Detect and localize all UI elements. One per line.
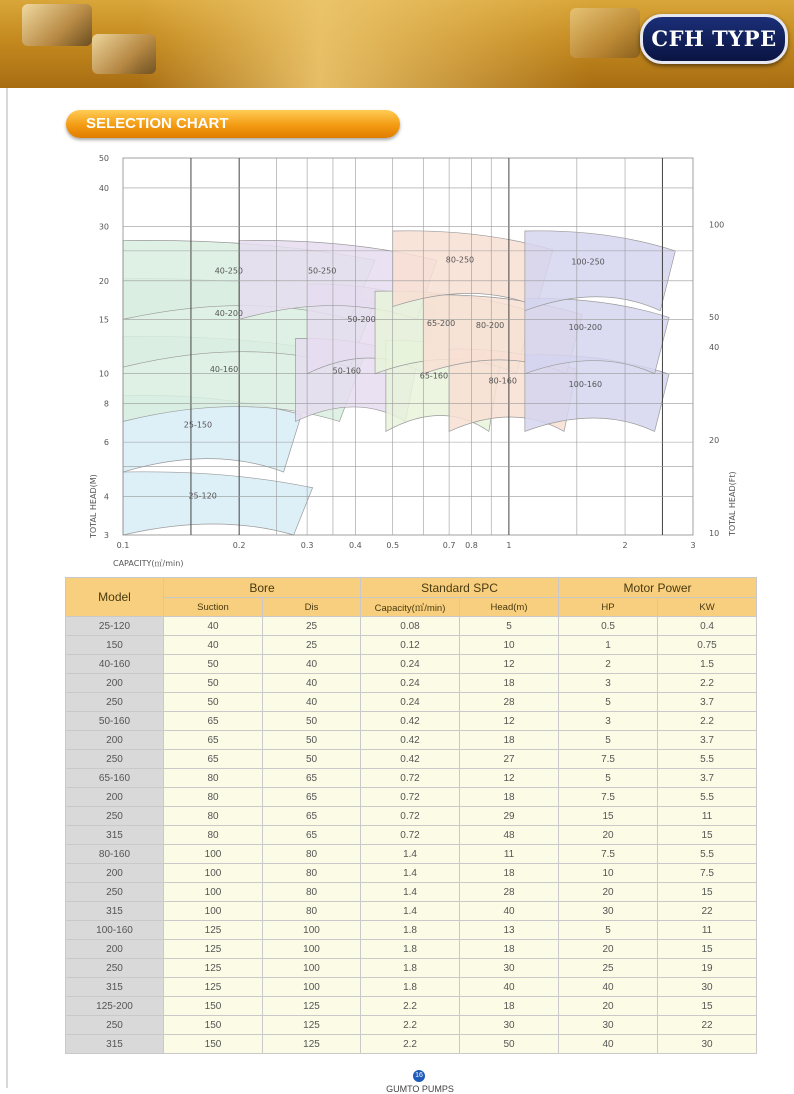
- table-row: [66, 655, 757, 674]
- cell-kw: 15: [658, 940, 757, 959]
- y-tick-label: 6: [103, 438, 109, 448]
- cell-hp: 10: [559, 864, 658, 883]
- table-row: [66, 636, 757, 655]
- cell-dis: 80: [263, 883, 361, 902]
- cell-head: 40: [460, 902, 559, 921]
- y2-tick-label: 10: [709, 528, 720, 538]
- x-axis-label: CAPACITY(㎥/min): [113, 559, 184, 568]
- cell-hp: 3: [559, 712, 658, 731]
- region-label: 40-200: [214, 308, 244, 318]
- y-tick-label: 20: [98, 276, 109, 286]
- table-row: [66, 731, 757, 750]
- cell-kw: 7.5: [658, 864, 757, 883]
- cell-suction: 40: [164, 617, 263, 636]
- table-row: [66, 959, 757, 978]
- cell-hp: 30: [559, 902, 658, 921]
- cell-capacity: 1.4: [361, 902, 460, 921]
- x-tick-label: 1: [506, 541, 512, 550]
- table-row: [66, 712, 757, 731]
- cell-dis: 125: [263, 1016, 361, 1035]
- cell-hp: 5: [559, 921, 658, 940]
- cell-capacity: 1.8: [361, 940, 460, 959]
- cell-capacity: 0.08: [361, 617, 460, 636]
- region-label: 100-250: [571, 257, 605, 267]
- cell-suction: 100: [164, 864, 263, 883]
- page-number-badge: 16: [413, 1070, 425, 1082]
- cell-kw: 15: [658, 883, 757, 902]
- cell-capacity: 2.2: [361, 997, 460, 1016]
- cell-model: 315: [66, 978, 164, 997]
- cell-hp: 40: [559, 978, 658, 997]
- cell-model: 200: [66, 864, 164, 883]
- table-row: [66, 788, 757, 807]
- cell-suction: 100: [164, 883, 263, 902]
- cell-dis: 80: [263, 864, 361, 883]
- cell-capacity: 0.72: [361, 807, 460, 826]
- cell-hp: 5: [559, 769, 658, 788]
- cell-kw: 0.75: [658, 636, 757, 655]
- header-model: Model: [66, 578, 164, 617]
- region-label: 25-150: [183, 420, 213, 430]
- x-tick-label: 0.1: [116, 541, 130, 550]
- region-label: 65-160: [419, 371, 449, 381]
- header-head: Head(m): [460, 598, 559, 617]
- cell-head: 27: [460, 750, 559, 769]
- cell-head: 28: [460, 693, 559, 712]
- cell-head: 11: [460, 845, 559, 864]
- cell-kw: 22: [658, 1016, 757, 1035]
- cell-model: 50-160: [66, 712, 164, 731]
- cell-capacity: 0.72: [361, 826, 460, 845]
- cell-model: 125-200: [66, 997, 164, 1016]
- table-row: [66, 1035, 757, 1054]
- table-row: [66, 1016, 757, 1035]
- region-25-120: [123, 472, 313, 535]
- cell-kw: 30: [658, 978, 757, 997]
- region-label: 100-160: [568, 380, 603, 390]
- cell-suction: 125: [164, 959, 263, 978]
- cell-kw: 3.7: [658, 769, 757, 788]
- cell-suction: 80: [164, 788, 263, 807]
- y2-tick-label: 50: [709, 313, 720, 323]
- cell-suction: 50: [164, 655, 263, 674]
- cell-hp: 2: [559, 655, 658, 674]
- x-tick-label: 0.7: [442, 541, 456, 550]
- table-row: [66, 807, 757, 826]
- cell-head: 29: [460, 807, 559, 826]
- region-label: 50-250: [307, 266, 337, 276]
- y-tick-label: 15: [98, 315, 109, 325]
- cell-head: 30: [460, 1016, 559, 1035]
- region-label: 100-200: [568, 323, 603, 333]
- cell-hp: 25: [559, 959, 658, 978]
- spec-table: [65, 577, 757, 1054]
- region-label: 80-250: [445, 255, 475, 265]
- cell-dis: 100: [263, 959, 361, 978]
- region-label: 50-200: [347, 314, 376, 324]
- cell-hp: 20: [559, 883, 658, 902]
- cell-kw: 19: [658, 959, 757, 978]
- cell-capacity: 0.42: [361, 712, 460, 731]
- cell-capacity: 0.42: [361, 750, 460, 769]
- cell-head: 50: [460, 1035, 559, 1054]
- cell-head: 12: [460, 769, 559, 788]
- cell-kw: 22: [658, 902, 757, 921]
- cell-hp: 30: [559, 1016, 658, 1035]
- cell-capacity: 2.2: [361, 1016, 460, 1035]
- cell-dis: 65: [263, 769, 361, 788]
- cell-suction: 100: [164, 902, 263, 921]
- cell-head: 40: [460, 978, 559, 997]
- cell-suction: 65: [164, 712, 263, 731]
- cell-capacity: 0.42: [361, 731, 460, 750]
- cell-dis: 40: [263, 693, 361, 712]
- cell-head: 12: [460, 712, 559, 731]
- x-tick-label: 2: [622, 541, 628, 550]
- cell-hp: 5: [559, 731, 658, 750]
- cell-suction: 125: [164, 940, 263, 959]
- header-bore: Bore: [164, 578, 361, 598]
- header-dis: Dis: [263, 598, 361, 617]
- cell-kw: 3.7: [658, 693, 757, 712]
- region-label: 25-120: [188, 491, 217, 501]
- cell-capacity: 1.8: [361, 921, 460, 940]
- header-capacity: Capacity(㎥/min): [361, 598, 460, 617]
- cell-dis: 80: [263, 845, 361, 864]
- x-tick-label: 0.8: [465, 541, 478, 550]
- y-tick-label: 3: [103, 531, 109, 540]
- type-badge: CFH TYPE: [640, 14, 788, 64]
- cell-head: 10: [460, 636, 559, 655]
- y-tick-label: 4: [103, 492, 109, 502]
- cell-kw: 5.5: [658, 845, 757, 864]
- cell-suction: 150: [164, 1016, 263, 1035]
- table-row: [66, 997, 757, 1016]
- footer-company: GUMTO PUMPS: [386, 1084, 454, 1094]
- header-motor-power: Motor Power: [559, 578, 757, 598]
- header-standard-spc: Standard SPC: [361, 578, 559, 598]
- cell-kw: 2.2: [658, 674, 757, 693]
- cell-hp: 20: [559, 940, 658, 959]
- cell-model: 80-160: [66, 845, 164, 864]
- cell-suction: 150: [164, 997, 263, 1016]
- cell-model: 250: [66, 750, 164, 769]
- cell-dis: 50: [263, 750, 361, 769]
- cell-head: 18: [460, 731, 559, 750]
- cell-model: 100-160: [66, 921, 164, 940]
- region-label: 50-160: [332, 366, 361, 376]
- cell-dis: 100: [263, 978, 361, 997]
- cell-dis: 40: [263, 674, 361, 693]
- table-row: [66, 883, 757, 902]
- cell-capacity: 0.72: [361, 788, 460, 807]
- cell-head: 13: [460, 921, 559, 940]
- cell-capacity: 1.4: [361, 883, 460, 902]
- cell-suction: 100: [164, 845, 263, 864]
- cell-model: 250: [66, 807, 164, 826]
- cell-capacity: 0.24: [361, 674, 460, 693]
- cell-suction: 40: [164, 636, 263, 655]
- cell-model: 315: [66, 1035, 164, 1054]
- cell-kw: 1.5: [658, 655, 757, 674]
- cell-hp: 20: [559, 826, 658, 845]
- y-axis-label: TOTAL HEAD(M): [89, 474, 98, 538]
- cell-dis: 125: [263, 997, 361, 1016]
- cell-dis: 65: [263, 807, 361, 826]
- cell-model: 200: [66, 788, 164, 807]
- cell-head: 18: [460, 864, 559, 883]
- cell-kw: 0.4: [658, 617, 757, 636]
- cell-head: 18: [460, 674, 559, 693]
- table-row: [66, 674, 757, 693]
- cell-hp: 7.5: [559, 750, 658, 769]
- cell-capacity: 0.24: [361, 693, 460, 712]
- cell-model: 250: [66, 693, 164, 712]
- cell-dis: 100: [263, 921, 361, 940]
- cell-kw: 15: [658, 826, 757, 845]
- cell-hp: 0.5: [559, 617, 658, 636]
- table-row: [66, 693, 757, 712]
- header-hp: HP: [559, 598, 658, 617]
- table-row: [66, 978, 757, 997]
- cell-head: 18: [460, 940, 559, 959]
- table-row: [66, 750, 757, 769]
- cell-capacity: 1.4: [361, 864, 460, 883]
- cell-suction: 50: [164, 693, 263, 712]
- cell-suction: 50: [164, 674, 263, 693]
- cell-suction: 125: [164, 978, 263, 997]
- cell-capacity: 2.2: [361, 1035, 460, 1054]
- cell-dis: 25: [263, 617, 361, 636]
- cell-kw: 15: [658, 997, 757, 1016]
- region-label: 80-200: [475, 320, 505, 330]
- region-label: 40-160: [209, 365, 239, 375]
- y-tick-label: 40: [98, 183, 109, 193]
- cell-model: 200: [66, 674, 164, 693]
- cell-model: 250: [66, 883, 164, 902]
- header-banner: [0, 0, 794, 88]
- region-label: 40-250: [214, 266, 244, 276]
- header-kw: KW: [658, 598, 757, 617]
- cell-dis: 125: [263, 1035, 361, 1054]
- cell-dis: 100: [263, 940, 361, 959]
- region-100-250: [525, 231, 675, 311]
- cell-model: 250: [66, 1016, 164, 1035]
- cell-suction: 125: [164, 921, 263, 940]
- cell-suction: 80: [164, 826, 263, 845]
- cell-hp: 7.5: [559, 845, 658, 864]
- cell-dis: 40: [263, 655, 361, 674]
- cell-kw: 30: [658, 1035, 757, 1054]
- cell-capacity: 0.12: [361, 636, 460, 655]
- cell-dis: 25: [263, 636, 361, 655]
- cell-capacity: 0.24: [361, 655, 460, 674]
- x-tick-label: 0.5: [386, 541, 400, 550]
- cell-suction: 80: [164, 769, 263, 788]
- cell-head: 30: [460, 959, 559, 978]
- cell-model: 25-120: [66, 617, 164, 636]
- pump-photo: [22, 4, 92, 46]
- cell-hp: 20: [559, 997, 658, 1016]
- cell-model: 150: [66, 636, 164, 655]
- cell-dis: 50: [263, 731, 361, 750]
- y2-axis-label: TOTAL HEAD(Ft): [728, 471, 737, 536]
- table-row: [66, 940, 757, 959]
- cell-capacity: 1.4: [361, 845, 460, 864]
- cell-model: 315: [66, 902, 164, 921]
- cell-suction: 80: [164, 807, 263, 826]
- cell-hp: 1: [559, 636, 658, 655]
- cell-dis: 65: [263, 826, 361, 845]
- cell-kw: 5.5: [658, 788, 757, 807]
- table-row: [66, 826, 757, 845]
- cell-head: 12: [460, 655, 559, 674]
- x-tick-label: 0.4: [348, 541, 362, 550]
- x-tick-label: 3: [690, 541, 696, 550]
- cell-model: 250: [66, 959, 164, 978]
- banner-highlight: [140, 0, 590, 88]
- selection-chart: [85, 150, 755, 570]
- x-tick-label: 0.3: [300, 541, 314, 550]
- table-row: [66, 921, 757, 940]
- y-tick-label: 30: [98, 222, 109, 232]
- cell-head: 28: [460, 883, 559, 902]
- cell-model: 200: [66, 731, 164, 750]
- cell-hp: 3: [559, 674, 658, 693]
- section-title: SELECTION CHART: [66, 110, 400, 138]
- cell-capacity: 0.72: [361, 769, 460, 788]
- table-row: [66, 864, 757, 883]
- table-row: [66, 845, 757, 864]
- page-edge-rule: [6, 88, 8, 1088]
- y2-tick-label: 100: [709, 220, 725, 230]
- cell-model: 315: [66, 826, 164, 845]
- cell-hp: 40: [559, 1035, 658, 1054]
- cell-dis: 80: [263, 902, 361, 921]
- cell-head: 48: [460, 826, 559, 845]
- cell-model: 65-160: [66, 769, 164, 788]
- y-tick-label: 10: [98, 369, 109, 379]
- y-tick-label: 50: [98, 154, 109, 163]
- cell-kw: 11: [658, 921, 757, 940]
- y2-tick-label: 40: [709, 343, 720, 353]
- cell-head: 18: [460, 997, 559, 1016]
- y2-tick-label: 20: [709, 435, 720, 445]
- table-row: [66, 902, 757, 921]
- table-row: [66, 769, 757, 788]
- cell-dis: 50: [263, 712, 361, 731]
- y-tick-label: 8: [103, 399, 109, 409]
- cell-kw: 3.7: [658, 731, 757, 750]
- cell-model: 40-160: [66, 655, 164, 674]
- cell-suction: 65: [164, 731, 263, 750]
- cell-capacity: 1.8: [361, 959, 460, 978]
- cell-capacity: 1.8: [361, 978, 460, 997]
- cell-dis: 65: [263, 788, 361, 807]
- cell-suction: 150: [164, 1035, 263, 1054]
- cell-hp: 5: [559, 693, 658, 712]
- cell-head: 5: [460, 617, 559, 636]
- cell-hp: 7.5: [559, 788, 658, 807]
- cell-model: 200: [66, 940, 164, 959]
- cell-head: 18: [460, 788, 559, 807]
- region-label: 65-200: [426, 318, 456, 328]
- header-suction: Suction: [164, 598, 263, 617]
- cell-suction: 65: [164, 750, 263, 769]
- cell-hp: 15: [559, 807, 658, 826]
- spec-table-body: [66, 617, 757, 1054]
- cell-kw: 11: [658, 807, 757, 826]
- cell-kw: 5.5: [658, 750, 757, 769]
- x-tick-label: 0.2: [232, 541, 246, 550]
- cell-kw: 2.2: [658, 712, 757, 731]
- table-row: [66, 617, 757, 636]
- region-label: 80-160: [488, 376, 517, 386]
